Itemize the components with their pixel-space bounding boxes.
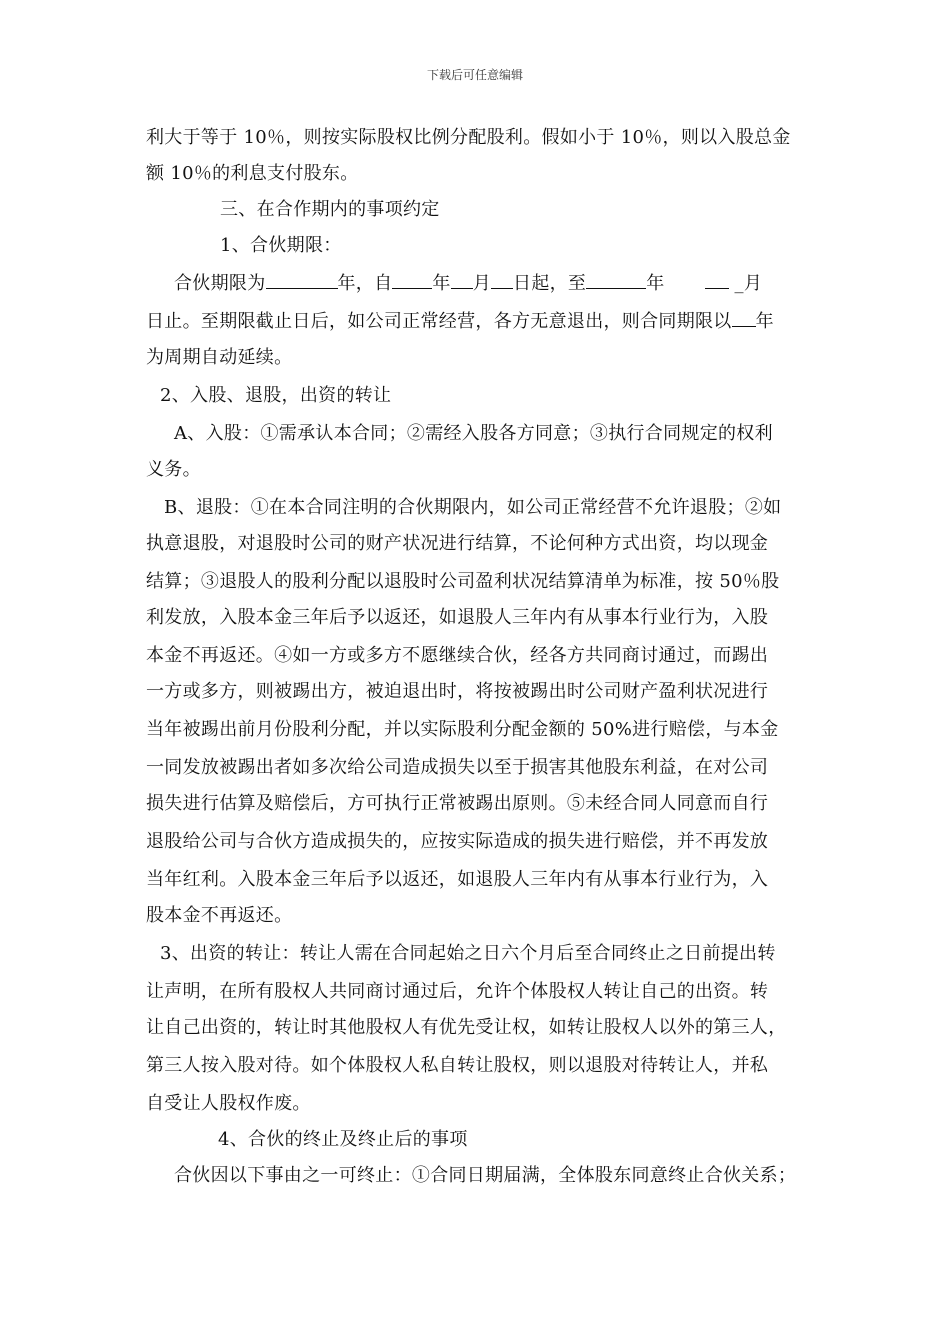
term-text: 年，自 (337, 273, 393, 294)
term-text: _月 (734, 273, 763, 294)
blank-field (266, 270, 338, 289)
paragraph-line: B、退股：①在本合同注明的合伙期限内，如公司正常经营不允许退股；②如 (164, 497, 782, 518)
paragraph-line: 股本金不再返还。 (146, 905, 293, 926)
paragraph-line: 让声明，在所有股权人共同商讨通过后，允许个体股权人转让自己的出资。转 (146, 981, 769, 1002)
subsection-heading: 1、合伙期限： (220, 235, 342, 256)
paragraph-line: 本金不再返还。④如一方或多方不愿继续合伙，经各方共同商讨通过，而踢出 (146, 645, 769, 666)
paragraph-line: 一同发放被踢出者如多次给公司造成损失以至于损害其他股东利益，在对公司 (146, 757, 769, 778)
blank-field (732, 308, 756, 327)
paragraph-line: 3、出资的转让：转让人需在合同起始之日六个月后至合同终止之日前提出转 (160, 943, 776, 964)
paragraph-line: 义务。 (146, 459, 201, 480)
term-text: 日起，至 (513, 273, 587, 294)
paragraph-line: 结算；③退股人的股利分配以退股时公司盈利状况结算清单为标准，按 50％股 (146, 571, 780, 592)
renew-text: 日止。至期限截止日后，如公司正常经营，各方无意退出，则合同期限以 (146, 311, 732, 332)
blank-field (392, 270, 432, 289)
paragraph-line: 为周期自动延续。 (146, 347, 293, 368)
section-heading: 三、在合作期内的事项约定 (220, 199, 440, 220)
blank-field (491, 270, 513, 289)
paragraph-line: A、入股：①需承认本合同；②需经入股各方同意；③执行合同规定的权利 (174, 423, 773, 444)
renew-text: 年 (755, 311, 774, 332)
subsection-heading: 4、合伙的终止及终止后的事项 (218, 1129, 468, 1150)
paragraph-line: 损失进行估算及赔偿后，方可执行正常被踢出原则。⑤未经合同人同意而自行 (146, 793, 769, 814)
term-text: 月 (472, 273, 492, 294)
term-text: 年 (432, 273, 451, 294)
paragraph-line: 让自己出资的，转让时其他股权人有优先受让权，如转让股权人以外的第三人， (146, 1017, 787, 1038)
renew-line (146, 308, 774, 334)
paragraph-line: 利大于等于 10％，则按实际股权比例分配股利。假如小于 10％，则以入股总金 (146, 127, 791, 148)
blank-field (705, 270, 729, 289)
paragraph-line: 利发放，入股本金三年后予以返还，如退股人三年内有从事本行业行为，入股 (146, 607, 769, 628)
term-text: 年 (646, 273, 665, 294)
subsection-heading: 2、入股、退股，出资的转让 (160, 385, 392, 406)
paragraph-line: 一方或多方，则被踢出方，被迫退出时，将按被踢出时公司财产盈利状况进行 (146, 681, 769, 702)
blank-field (451, 270, 473, 289)
paragraph-line: 自受让人股权作废。 (146, 1093, 311, 1114)
paragraph-line: 执意退股，对退股时公司的财产状况进行结算，不论何种方式出资，均以现金 (146, 533, 769, 554)
paragraph-line: 当年被踢出前月份股利分配，并以实际股利分配金额的 50%进行赔偿，与本金 (146, 719, 779, 740)
paragraph-line: 当年红利。入股本金三年后予以返还，如退股人三年内有从事本行业行为，入 (146, 869, 769, 890)
paragraph-line: 合伙因以下事由之一可终止：①合同日期届满，全体股东同意终止合伙关系； (174, 1165, 797, 1186)
paragraph-line: 退股给公司与合伙方造成损失的，应按实际造成的损失进行赔偿，并不再发放 (146, 831, 769, 852)
paragraph-line: 额 10％的利息支付股东。 (146, 163, 359, 184)
paragraph-line: 第三人按入股对待。如个体股权人私自转让股权，则以退股对待转让人，并私 (146, 1055, 769, 1076)
page-header: 下载后可任意编辑 (426, 68, 523, 82)
term-text: 合伙期限为 (174, 273, 266, 294)
term-line (174, 270, 762, 296)
blank-field (586, 270, 646, 289)
